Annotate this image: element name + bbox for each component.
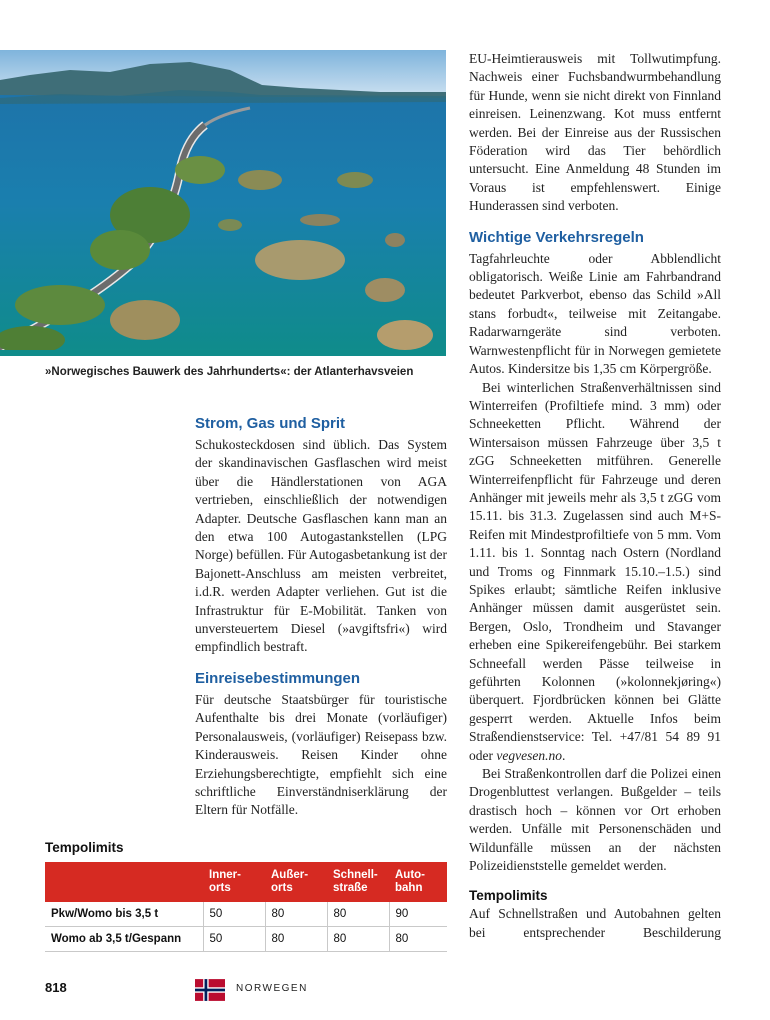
verkehrsregeln-paragraph-2 xyxy=(469,379,721,766)
table-cell: 50 xyxy=(203,927,265,952)
table-header-cell: Schnell- straße xyxy=(327,862,389,902)
table-cell: 80 xyxy=(265,902,327,927)
table-cell: 80 xyxy=(327,902,389,927)
einreise-paragraph: Für deutsche Staatsbürger für touristische Aufenthalte bis drei Monate (vorläufiger) Personalausweis, (vorläufiger) Reisepass bzw. Kinderausweis. Reisen Kinder ohne Erziehungsberechtigte, empfiehlt sich eine schriftliche Einverständniserklärung der Eltern für Notfälle. xyxy=(195,691,447,818)
table-header-cell: Inner- orts xyxy=(203,862,265,902)
verkehrsregeln-paragraph-1: Tagfahrleuchte oder Abblendlicht obligatorisch. Weiße Linie am Fahrbandrand bedeutet Parkverbot, ebenso das Schild »All stans forbudt«, teilweise mit Zeitangabe. Radarwarngeräte sind verboten. Warnwestenpflicht für in Norwegen gemietete Autos. Kindersitze bis 1,35 cm Körpergröße. xyxy=(469,250,721,377)
tempolimits-subheading: Tempolimits xyxy=(469,888,548,904)
table-header-cell: Auto- bahn xyxy=(389,862,447,902)
vegvesen-link[interactable]: vegvesen.no xyxy=(496,747,562,763)
tempolimits-text: Auf Schnellstraßen und Autobahnen gelten bei entsprechender Beschilderung xyxy=(469,906,721,940)
middle-column xyxy=(195,414,447,820)
einreise-heading: Einreisebestimmungen xyxy=(195,669,361,687)
table-cell: Womo ab 3,5 t/Gespann xyxy=(45,927,203,952)
atlantic-road-photo xyxy=(0,50,446,356)
table-cell: 80 xyxy=(265,927,327,952)
table-cell: 90 xyxy=(389,902,447,927)
page-number: 818 xyxy=(45,980,67,995)
verkehrsregeln-heading: Wichtige Verkehrsregeln xyxy=(469,228,644,246)
winter-rules-text: Bei winterlichen Straßenverhältnissen sind Winterreifen (Profiltiefe mind. 3 mm) oder Schneeketten Pflicht. Während der Wintersaison müssen Fahrzeuge über 3,5 t zGG Schneeketten mitführen. Generelle Winterreifenpflicht für Fahrzeuge und deren Anhänger mit jeweils mehr als 3,5 t zGG vom 15.11. bis 31.3. Zugelassen sind auch M+S-Reifen mit Mindestprofiltiefe von 5 mm. Vom 1.11. bis 1. Sonntag nach Ostern (Nordland und Troms og Finnmark 15.10.–1.5.) sind Spikes erlaubt; sämtliche Reifen inklusive Anhänger müssen damit ausgerüstet sein. Bergen, Oslo, Trondheim und Stavanger erheben eine Spikereifengebühr. Bei starkem Schneefall werden Pässe teilweise in geführten Kolonnen (»kolonnekjøring«) überquert. Fjordbrücken können bei Glätte gesperrt werden. Aktuelle Infos beim Straßendienstservice: Tel. +47/81 54 89 91 oder xyxy=(469,379,721,763)
period: . xyxy=(561,747,566,763)
table-header-row xyxy=(45,862,447,902)
country-label: NORWEGEN xyxy=(236,983,308,994)
verkehrsregeln-paragraph-3: Bei Straßenkontrollen darf die Polizei einen Drogenbluttest verlangen. Bußgelder – teils drastisch hoch – können vor Ort erhoben werden. Unfälle mit Personenschäden und Wildunfälle müssen an der nächsten Polizeidienststelle gemeldet werden. xyxy=(469,766,721,874)
right-column xyxy=(469,50,721,942)
table-header-cell xyxy=(45,862,203,902)
norway-flag-icon xyxy=(195,979,225,1001)
pet-rules-paragraph: EU-Heimtierausweis mit Tollwutimpfung. Nachweis einer Fuchsbandwurmbehandlung für Hunde, wenn sie nicht direkt von Finnland einreisen. Leinenzwang. Kot muss entfernt werden. Bei der Einreise aus der Russischen Föderation wird das Tier behördlich untersucht. Eine Anmeldung 48 Stunden im Voraus ist empfehlenswert. Einige Hunderassen sind verboten. xyxy=(469,51,721,214)
table-row xyxy=(45,927,447,952)
table-cell: 80 xyxy=(327,927,389,952)
speed-table-title: Tempolimits xyxy=(45,840,124,855)
table-cell: Pkw/Womo bis 3,5 t xyxy=(45,902,203,927)
table-header-cell: Außer- orts xyxy=(265,862,327,902)
strom-heading: Strom, Gas und Sprit xyxy=(195,415,346,432)
photo-illustration xyxy=(0,50,446,356)
table-cell: 80 xyxy=(389,927,447,952)
speed-limit-table xyxy=(45,862,447,952)
table-cell: 50 xyxy=(203,902,265,927)
page-footer xyxy=(45,980,445,1000)
photo-caption: »Norwegisches Bauwerk des Jahrhunderts«: der Atlanterhavsveien xyxy=(45,366,414,378)
table-row xyxy=(45,902,447,927)
strom-paragraph: Schukosteckdosen sind üblich. Das System der skandinavischen Gasflaschen wird meist über die Händlerstationen von AGA vertrieben, einschließlich der notwendigen Adapter. Deutsche Gasflaschen kann man an den etwa 100 Autogastankstellen (LPG Norge) befüllen. Für Autogasbetankung ist der Bajonett-Anschluss am meisten verbreitet, i.d.R. werden Adapter verliehen. Gut ist die Infrastruktur für E-Mobilität. Tanken von unversteuertem Diesel (»avgiftsfri«) wird empfindlich bestraft. xyxy=(195,437,447,655)
